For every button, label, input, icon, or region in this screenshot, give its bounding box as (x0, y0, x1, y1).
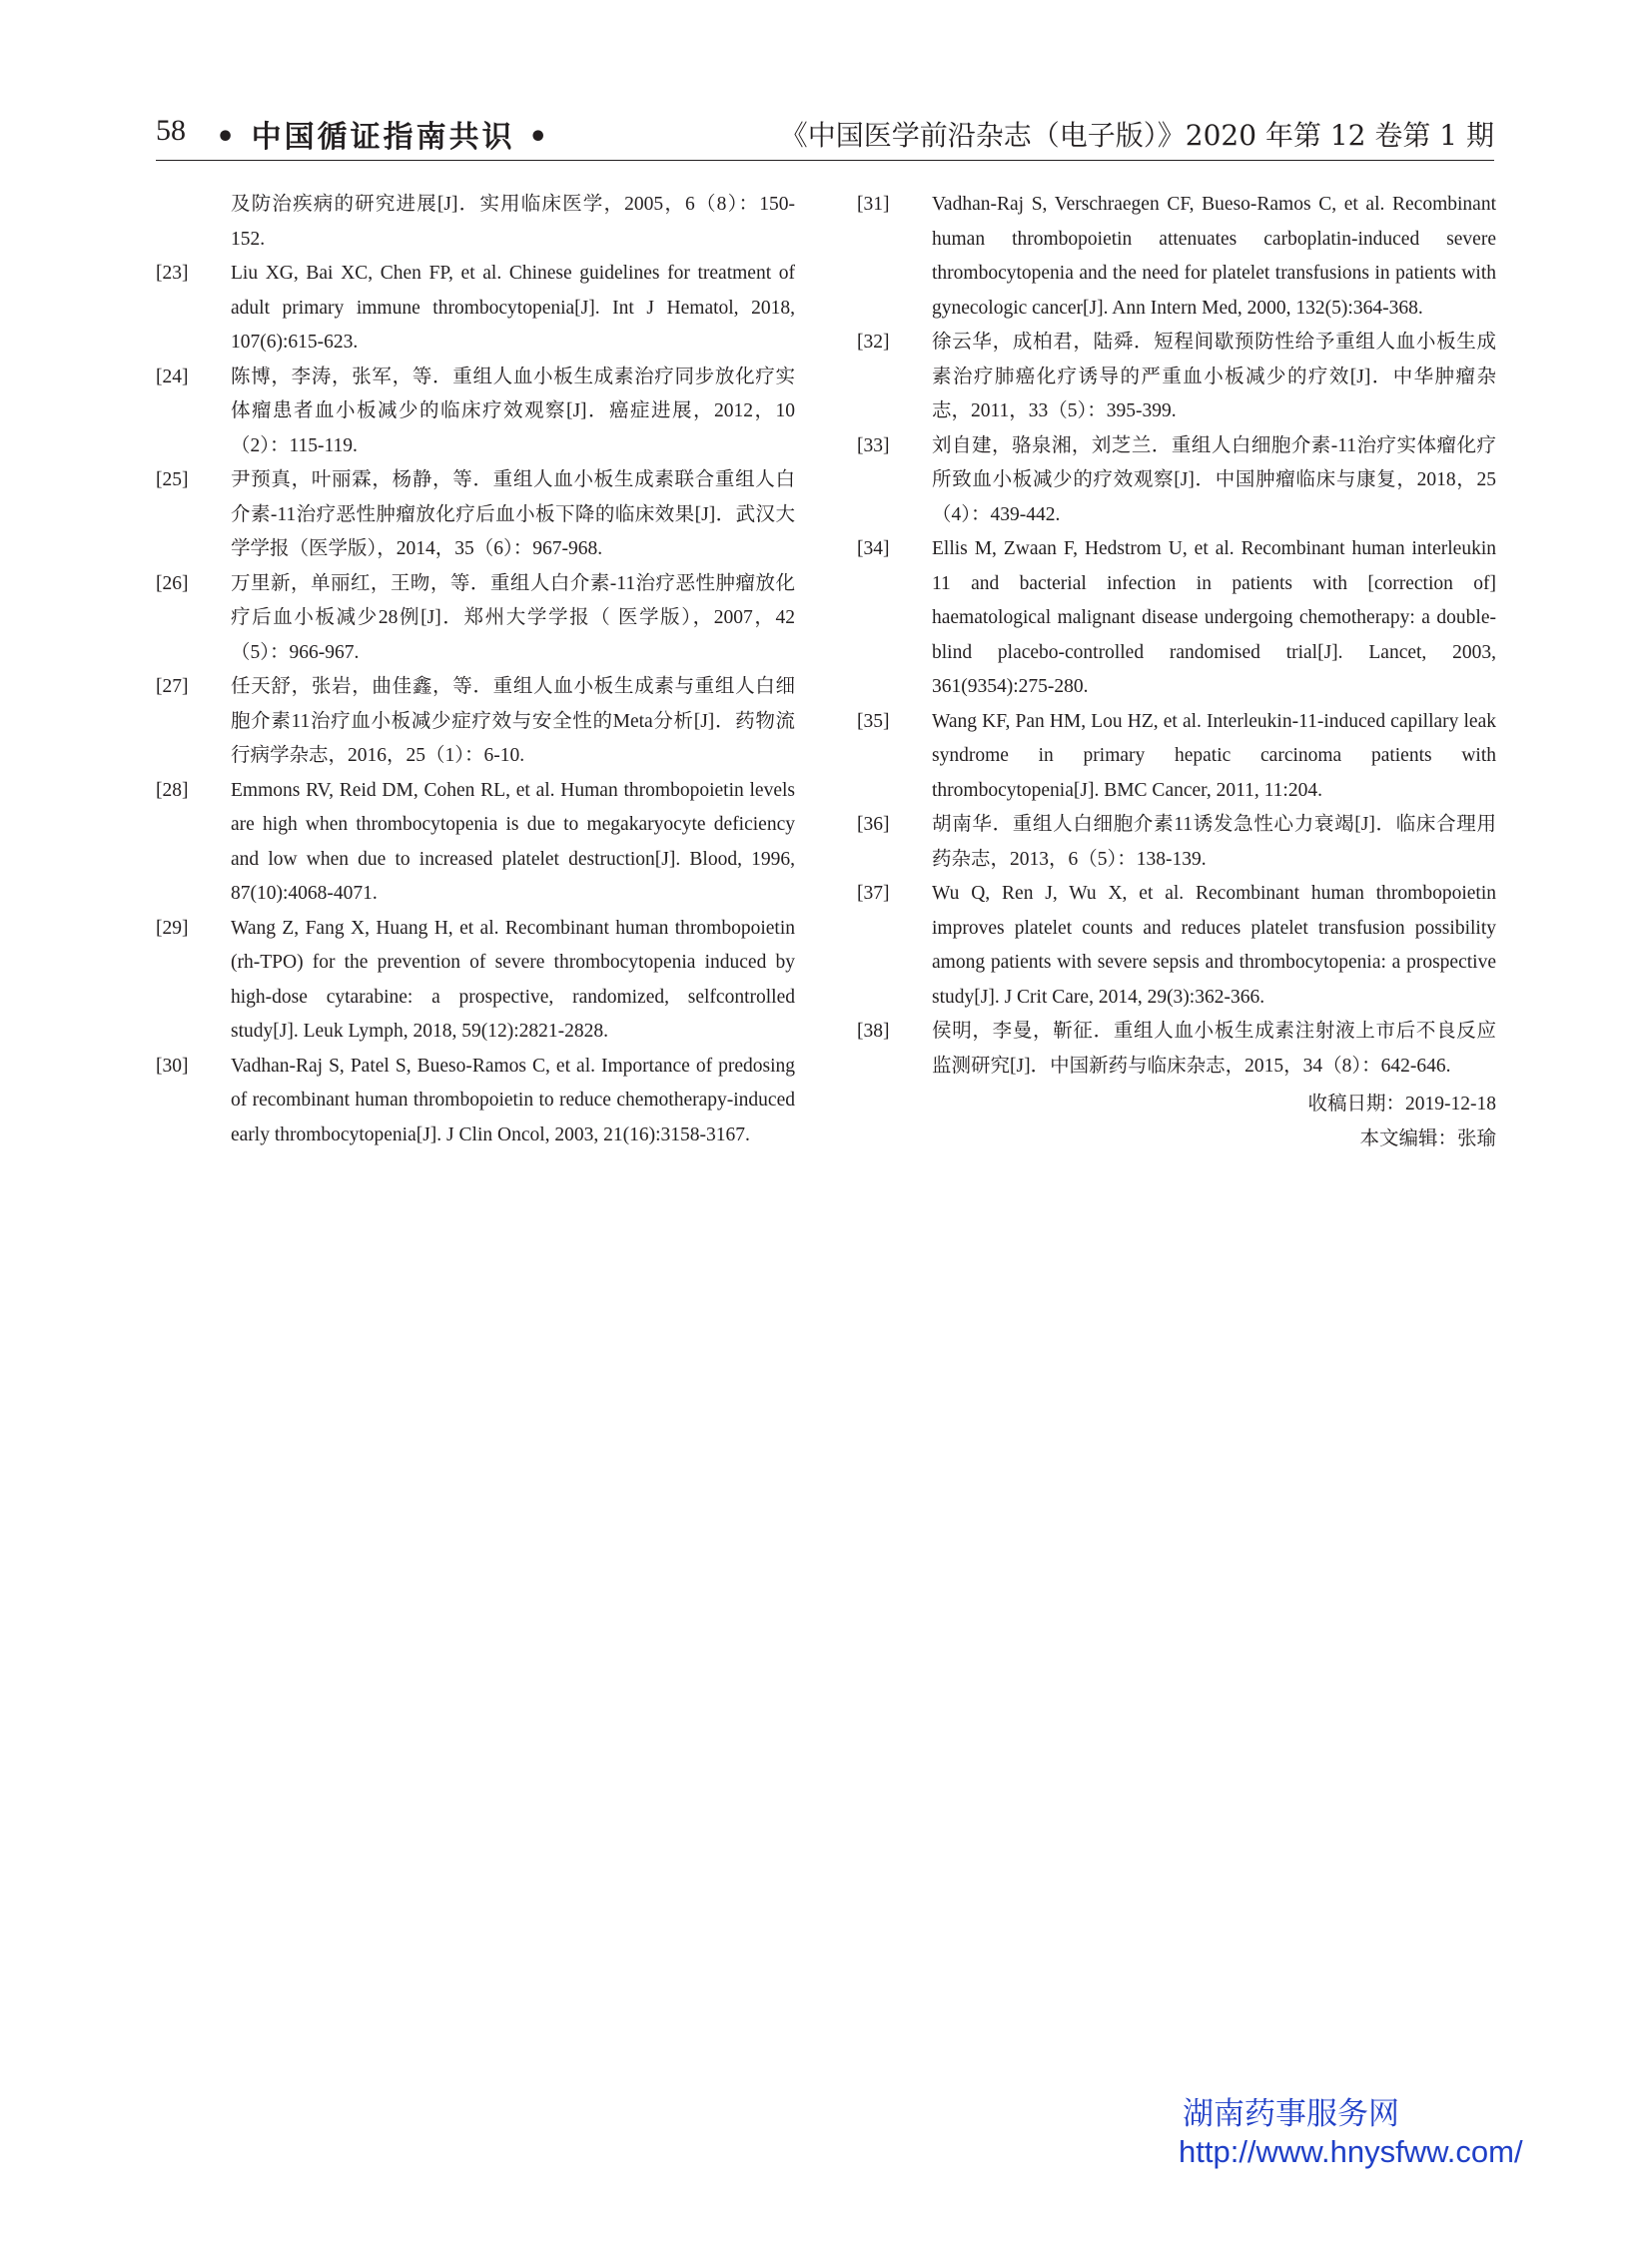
reference-item (857, 1015, 1496, 1084)
reference-item (156, 463, 795, 567)
reference-number: [34] (857, 538, 890, 559)
reference-item (857, 188, 1496, 326)
watermark-name: 湖南药事服务网 (1183, 2096, 1399, 2131)
reference-number: [37] (857, 883, 890, 904)
reference-number: [30] (156, 1055, 189, 1077)
reference-list-right (857, 188, 1496, 1084)
reference-item (857, 532, 1496, 705)
reference-item (857, 808, 1496, 877)
page-header (156, 108, 1494, 168)
reference-number: [38] (857, 1021, 890, 1042)
reference-item (156, 670, 795, 774)
reference-item (156, 567, 795, 671)
journal-title: 《中国医学前沿杂志（电子版）》2020 年第 12 卷第 1 期 (779, 119, 1494, 152)
header-rule (156, 160, 1494, 161)
reference-text: 及防治疾病的研究进展[J]．实用临床医学，2005，6（8）：150-152. (231, 194, 795, 250)
watermark (1179, 2095, 1523, 2171)
reference-item (857, 326, 1496, 429)
reference-item (156, 1050, 795, 1153)
reference-text: 胡南华．重组人白细胞介素11诱发急性心力衰竭[J]．临床合理用药杂志，2013，6（5）：138-139. (932, 814, 1496, 870)
received-date: 收稿日期：2019-12-18 (1307, 1094, 1496, 1115)
reference-item (156, 188, 795, 257)
reference-text: 陈博，李涛，张军，等．重组人血小板生成素治疗同步放化疗实体瘤患者血小板减少的临床疗效观察[J]．癌症进展，2012，10（2）：115-119. (231, 366, 795, 456)
reference-text: Vadhan-Raj S, Patel S, Bueso-Ramos C, et al. Importance of predosing of recombinant human thrombopoietin to reduce chemotherapy-induced early thrombocytopenia[J]. J Clin Oncol, 2003, 21(16):3158-3167. (231, 1055, 795, 1145)
reference-text: 刘自建，骆泉湘，刘芝兰．重组人白细胞介素-11治疗实体瘤化疗所致血小板减少的疗效观察[J]．中国肿瘤临床与康复，2018，25（4）：439-442. (932, 434, 1496, 525)
reference-number: [32] (857, 332, 890, 353)
reference-number: [27] (156, 676, 189, 697)
reference-list-left (156, 188, 795, 1152)
reference-number: [35] (857, 710, 890, 732)
reference-number: [25] (156, 469, 189, 490)
reference-item (156, 912, 795, 1050)
reference-text: Liu XG, Bai XC, Chen FP, et al. Chinese guidelines for treatment of adult primary immune thrombocytopenia[J]. Int J Hematol, 2018, 107(6):615-623. (231, 263, 795, 353)
reference-text: 任天舒，张岩，曲佳鑫，等．重组人血小板生成素与重组人白细胞介素11治疗血小板减少症疗效与安全性的Meta分析[J]．药物流行病学杂志，2016，25（1）：6-10. (231, 676, 795, 766)
reference-item (857, 877, 1496, 1015)
reference-text: Ellis M, Zwaan F, Hedstrom U, et al. Recombinant human interleukin 11 and bacterial infection in patients with [correction of] haematological malignant disease undergoing chemotherapy: a double-blind placebo-controlled randomised trial[J]. Lancet, 2003, 361(9354):275-280. (932, 538, 1496, 697)
reference-text: 侯明，李曼，靳征．重组人血小板生成素注射液上市后不良反应监测研究[J]．中国新药与临床杂志，2015，34（8）：642-646. (932, 1021, 1496, 1077)
reference-number: [33] (857, 434, 890, 456)
section-title: • 中国循证指南共识 • (216, 120, 551, 155)
reference-text: Vadhan-Raj S, Verschraegen CF, Bueso-Ramos C, et al. Recombinant human thrombopoietin attenuates carboplatin-induced severe thrombocytopenia and the need for platelet transfusions in patients with gynecologic cancer[J]. Ann Intern Med, 2000, 132(5):364-368. (932, 194, 1496, 319)
reference-text: Wang Z, Fang X, Huang H, et al. Recombinant human thrombopoietin (rh-TPO) for the prevention of severe thrombocytopenia induced by high-dose cytarabine: a prospective, randomized, selfcontrolled study[J]. Leuk Lymph, 2018, 59(12):2821-2828. (231, 917, 795, 1042)
article-footer (857, 1088, 1496, 1156)
reference-text: 尹预真，叶丽霖，杨静，等．重组人血小板生成素联合重组人白介素-11治疗恶性肿瘤放化疗后血小板下降的临床效果[J]．武汉大学学报（医学版），2014，35（6）：967-968. (231, 469, 795, 559)
reference-number: [29] (156, 917, 189, 939)
reference-number: [36] (857, 814, 890, 835)
reference-number: [28] (156, 779, 189, 801)
reference-item (156, 257, 795, 361)
reference-text: 徐云华，成柏君，陆舜．短程间歇预防性给予重组人血小板生成素治疗肺癌化疗诱导的严重血小板减少的疗效[J]．中华肿瘤杂志，2011，33（5）：395-399. (932, 332, 1496, 421)
reference-item (156, 361, 795, 464)
reference-text: Wu Q, Ren J, Wu X, et al. Recombinant human thrombopoietin improves platelet counts and reduces platelet transfusion possibility among patients with severe sepsis and thrombocytopenia: a prospective study[J]. J Crit Care, 2014, 29(3):362-366. (932, 883, 1496, 1008)
reference-item (857, 429, 1496, 533)
reference-text: Emmons RV, Reid DM, Cohen RL, et al. Human thrombopoietin levels are high when thrombocytopenia is due to megakaryocyte deficiency and low when due to increased platelet destruction[J]. Blood, 1996, 87(10):4068-4071. (231, 779, 795, 904)
reference-number: [24] (156, 366, 189, 387)
page-number: 58 (156, 114, 186, 147)
reference-number: [23] (156, 263, 189, 284)
editor-credit: 本文编辑：张瑜 (1359, 1127, 1496, 1149)
reference-text: 万里新，单丽红，王昒，等．重组人白介素-11治疗恶性肿瘤放化疗后血小板减少28例[J]．郑州大学学报（ 医学版），2007，42（5）：966-967. (231, 572, 795, 663)
watermark-url[interactable]: http://www.hnysfww.com/ (1179, 2134, 1523, 2169)
reference-number: [26] (156, 572, 189, 594)
reference-text: Wang KF, Pan HM, Lou HZ, et al. Interleukin-11-induced capillary leak syndrome in primary hepatic carcinoma patients with thrombocytopenia[J]. BMC Cancer, 2011, 11:204. (932, 710, 1496, 801)
reference-number: [31] (857, 194, 890, 215)
reference-item (156, 774, 795, 912)
reference-item (857, 705, 1496, 809)
